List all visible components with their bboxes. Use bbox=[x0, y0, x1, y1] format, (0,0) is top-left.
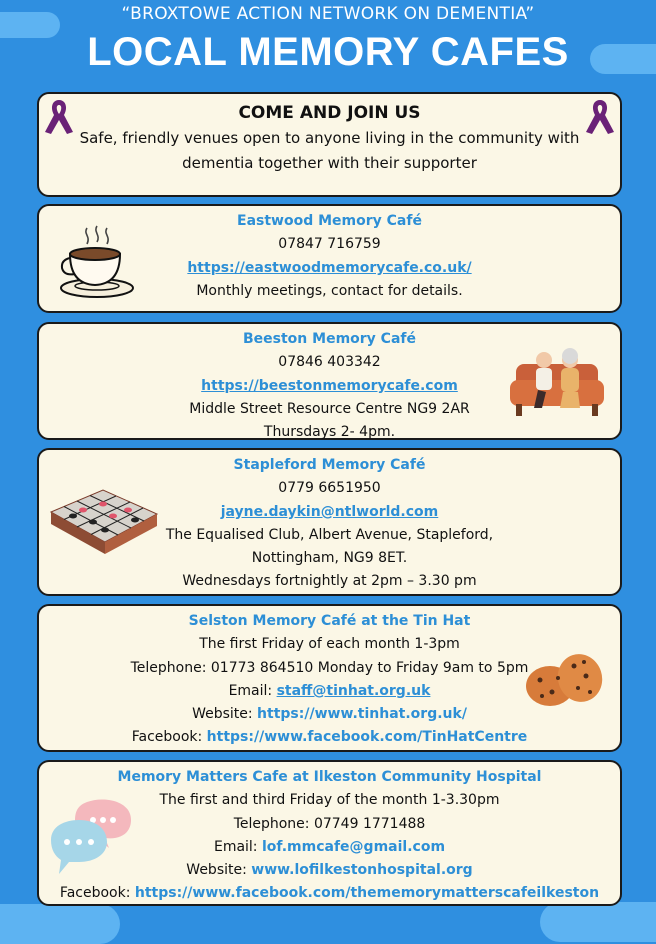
intro-line: dementia together with their supporter bbox=[182, 154, 477, 172]
cafe-facebook-link[interactable]: https://www.facebook.com/thememorymatterscafeilkeston bbox=[134, 885, 600, 902]
cafe-name: Memory Matters Cafe at Ilkeston Community Hospital bbox=[117, 769, 542, 785]
website-label: Website: bbox=[186, 862, 252, 879]
cafe-phone: Telephone: 07749 1771488 bbox=[233, 815, 426, 832]
cafe-card-stapleford bbox=[37, 448, 622, 596]
cafe-time: Wednesdays fortnightly at 2pm – 3.30 pm bbox=[182, 573, 477, 590]
cafe-email-link[interactable]: lof.mmcafe@gmail.com bbox=[261, 838, 446, 855]
cafe-website-link[interactable]: https://eastwoodmemorycafe.co.uk/ bbox=[187, 259, 472, 276]
website-label: Website: bbox=[192, 706, 258, 723]
page-title: LOCAL MEMORY CAFES bbox=[87, 30, 569, 74]
intro-card bbox=[37, 92, 622, 197]
background-blob bbox=[540, 902, 656, 942]
cafe-card-beeston bbox=[37, 322, 622, 440]
email-label: Email: bbox=[213, 838, 262, 855]
facebook-label: Facebook: bbox=[131, 729, 207, 746]
cafe-time: The first Friday of each month 1-3pm bbox=[199, 636, 460, 653]
cafe-website-link[interactable]: https://www.tinhat.org.uk/ bbox=[257, 706, 467, 723]
cafe-phone: 07847 716759 bbox=[278, 236, 381, 253]
cafe-name: Beeston Memory Café bbox=[243, 331, 416, 347]
cafe-website-link[interactable]: www.lofilkestonhospital.org bbox=[251, 862, 473, 879]
cafe-time: The first and third Friday of the month 1-3.30pm bbox=[159, 792, 500, 809]
cafe-website-link[interactable]: https://beestonmemorycafe.com bbox=[201, 377, 458, 394]
facebook-label: Facebook: bbox=[59, 885, 135, 902]
cafe-card-selston bbox=[37, 604, 622, 752]
cafe-name: Stapleford Memory Café bbox=[233, 457, 426, 473]
cafe-phone: 0779 6651950 bbox=[278, 480, 381, 497]
cafe-address: Nottingham, NG9 8ET. bbox=[251, 550, 408, 567]
intro-title: COME AND JOIN US bbox=[238, 103, 421, 123]
cafe-address: The Equalised Club, Albert Avenue, Stapleford, bbox=[165, 526, 494, 543]
cafe-time: Thursdays 2- 4pm. bbox=[263, 424, 396, 441]
cafe-address: Middle Street Resource Centre NG9 2AR bbox=[189, 400, 470, 417]
cafe-name: Eastwood Memory Café bbox=[237, 213, 422, 229]
cafe-card-eastwood bbox=[37, 204, 622, 313]
cafe-facebook-link[interactable]: https://www.facebook.com/TinHatCentre bbox=[206, 729, 528, 746]
cafe-email-link[interactable]: staff@tinhat.org.uk bbox=[276, 682, 431, 699]
cafe-note: Monthly meetings, contact for details. bbox=[196, 282, 463, 299]
cafe-card-ilkeston bbox=[37, 760, 622, 906]
email-label: Email: bbox=[228, 682, 277, 699]
intro-line: Safe, friendly venues open to anyone living in the community with bbox=[79, 129, 580, 147]
background-blob bbox=[0, 904, 120, 944]
cafe-name: Selston Memory Café at the Tin Hat bbox=[188, 613, 471, 629]
organisation-subtitle: “BROXTOWE ACTION NETWORK ON DEMENTIA” bbox=[121, 4, 535, 24]
cafe-phone: 07846 403342 bbox=[278, 354, 381, 371]
cafe-email-link[interactable]: jayne.daykin@ntlworld.com bbox=[220, 503, 439, 520]
cafe-phone: Telephone: 01773 864510 Monday to Friday 9am to 5pm bbox=[130, 659, 529, 676]
